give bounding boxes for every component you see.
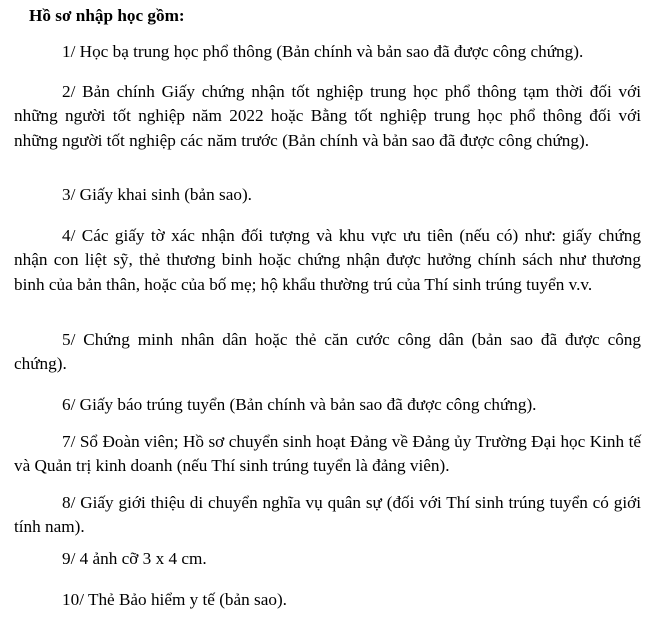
- document-heading: Hồ sơ nhập học gồm:: [29, 6, 185, 25]
- list-item-4: 4/ Các giấy tờ xác nhận đối tượng và khu vực ưu tiên (nếu có) như: giấy chứng nhận con liệt sỹ, thẻ thương binh hoặc chứng nhận được hưởng chính sách như thương binh của bản thân, hoặc của bố mẹ; hộ khẩu thường trú của Thí sinh trúng tuyển v.v.: [14, 226, 641, 294]
- list-item-10: 10/ Thẻ Bảo hiểm y tế (bản sao).: [62, 590, 287, 609]
- list-item-9: 9/ 4 ảnh cỡ 3 x 4 cm.: [62, 549, 207, 568]
- list-item-6: 6/ Giấy báo trúng tuyển (Bản chính và bản sao đã được công chứng).: [62, 395, 537, 414]
- list-item-2: 2/ Bản chính Giấy chứng nhận tốt nghiệp trung học phổ thông tạm thời đối với những người tốt nghiệp năm 2022 hoặc Bằng tốt nghiệp trung học phổ thông đối với những người tốt nghiệp các năm trước (Bản chính và bản sao đã được công chứng).: [14, 82, 641, 150]
- list-item-3: 3/ Giấy khai sinh (bản sao).: [62, 185, 252, 204]
- list-item-8: 8/ Giấy giới thiệu di chuyển nghĩa vụ quân sự (đối với Thí sinh trúng tuyển có giới tính nam).: [14, 493, 641, 537]
- list-item-7: 7/ Sổ Đoàn viên; Hồ sơ chuyển sinh hoạt Đảng về Đảng ủy Trường Đại học Kinh tế và Quản trị kinh doanh (nếu Thí sinh trúng tuyển là đảng viên).: [14, 432, 641, 476]
- list-item-1: 1/ Học bạ trung học phổ thông (Bản chính và bản sao đã được công chứng).: [62, 42, 584, 61]
- list-item-5: 5/ Chứng minh nhân dân hoặc thẻ căn cước công dân (bản sao đã được công chứng).: [14, 330, 641, 374]
